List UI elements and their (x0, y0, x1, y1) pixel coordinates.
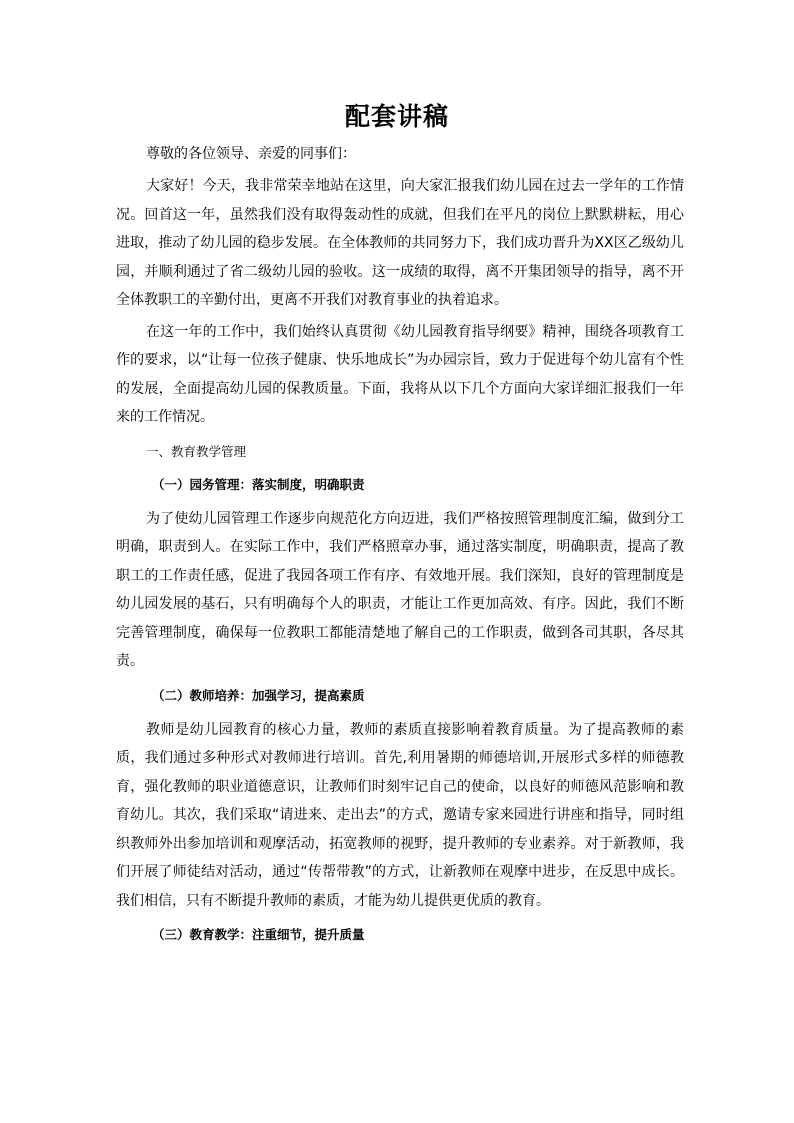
intro-paragraph-1: 大家好！今天，我非常荣幸地站在这里，向大家汇报我们幼儿园在过去一学年的工作情况。回首这一年，虽然我们没有取得轰动性的成就，但我们在平凡的岗位上默默耕耘，用心进取，推动了幼儿园的稳步发展。在全体教师的共同努力下，我们成功晋升为XX区乙级幼儿园，并顺利通过了省二级幼儿园的验收。这一成绩的取得，离不开集团领导的指导，离不开全体教职工的辛勤付出，更离不开我们对教育事业的执着追求。 (116, 178, 684, 308)
subsection-paragraph-2: 教师是幼儿园教育的核心力量，教师的素质直接影响着教育质量。为了提高教师的素质，我们通过多种形式对教师进行培训。首先,利用暑期的师德培训,开展形式多样的师德教育，强化教师的职业道德意识，让教师们时刻牢记自己的使命，以良好的师德风范影响和教育幼儿。其次，我们采取“请进来、走出去”的方式，邀请专家来园进行讲座和指导，同时组织教师外出参加培训和观摩活动，拓宽教师的视野，提升教师的专业素养。对于新教师，我们开展了师徒结对活动，通过“传帮带教”的方式，让新教师在观摩中进步，在反思中成长。我们相信，只有不断提升教师的素质，才能为幼儿提供更优质的教育。 (116, 721, 684, 909)
subsection-heading-2: （二）教师培养：加强学习，提高素质 (152, 687, 365, 703)
subsection-heading-3: （三）教育教学：注重细节，提升质量 (152, 927, 365, 942)
subsection-heading-1: （一）园务管理：落实制度，明确职责 (152, 476, 365, 492)
intro-paragraph-2: 在这一年的工作中，我们始终认真贯彻《幼儿园教育指导纲要》精神，围绕各项教育工作的要求，以“让每一位孩子健康、快乐地成长”为办园宗旨，致力于促进每个幼儿富有个性的发展，全面提高幼儿园的保教质量。下面，我将从以下几个方面向大家详细汇报我们一年来的工作情况。 (116, 323, 684, 425)
section-heading-1: 一、教育教学管理 (146, 443, 247, 459)
greeting-line: 尊敬的各位领导、亲爱的同事们： (146, 146, 356, 162)
document-body (116, 141, 684, 948)
document-title: 配套讲稿 (344, 102, 449, 131)
subsection-paragraph-1: 为了使幼儿园管理工作逐步向规范化方向迈进，我们严格按照管理制度汇编，做到分工明确，职责到人。在实际工作中，我们严格照章办事，通过落实制度，明确职责，提高了教职工的工作责任感，促进了我园各项工作有序、有效地开展。我们深知，良好的管理制度是幼儿园发展的基石，只有明确每个人的职责，才能让工作更加高效、有序。因此，我们不断完善管理制度，确保每一位教职工都能清楚地了解自己的工作职责，做到各司其职，各尽其责。 (116, 510, 684, 669)
